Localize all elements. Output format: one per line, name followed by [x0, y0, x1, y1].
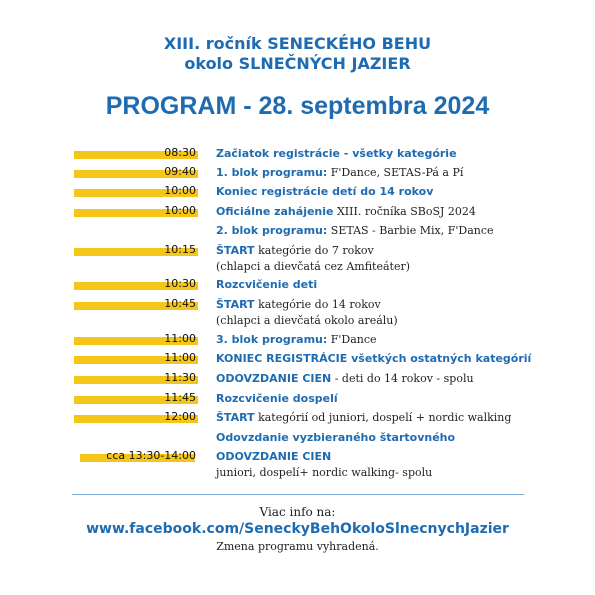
time: 08:30	[164, 146, 196, 159]
description: KONIEC REGISTRÁCIE všetkých ostatných kategórií	[216, 352, 532, 365]
event-title-line1: XIII. ročník SENECKÉHO BEHU	[163, 34, 432, 53]
time: cca 13:30-14:00	[106, 449, 196, 462]
more-info-label: Viac info na:	[259, 505, 336, 519]
time: 10:30	[164, 277, 196, 290]
description: 3. blok programu: F'Dance	[216, 333, 377, 346]
schedule-row	[0, 164, 595, 184]
time: 11:45	[164, 391, 196, 404]
description: Odovzdanie vyzbieraného štartovného	[216, 431, 456, 444]
description: ODOVZDANIE CIEN juniori, dospelí+ nordic walking- spolu	[216, 450, 433, 479]
time: 11:00	[164, 351, 196, 364]
description: ODOVZDANIE CIEN - deti do 14 rokov - spolu	[216, 372, 474, 385]
description: ŠTART kategórií od juniori, dospelí + nordic walking	[216, 411, 512, 424]
schedule-row	[0, 183, 595, 203]
schedule-row	[0, 145, 595, 165]
disclaimer: Zmena programu vyhradená.	[216, 540, 379, 553]
facebook-link[interactable]: www.facebook.com/SeneckyBehOkoloSlnecnychJazier	[86, 521, 509, 537]
schedule-row	[0, 203, 595, 223]
schedule-row	[0, 390, 595, 410]
schedule-row	[0, 350, 595, 370]
schedule-row	[0, 296, 595, 332]
schedule-row	[0, 370, 595, 390]
description: Koniec registrácie detí do 14 rokov	[216, 185, 434, 198]
time: 11:30	[164, 371, 196, 384]
description: 1. blok programu: F'Dance, SETAS-Pá a Pí	[216, 166, 464, 179]
time: 10:00	[164, 204, 196, 217]
schedule-row	[0, 429, 595, 449]
schedule-row	[0, 222, 595, 242]
time: 09:40	[164, 165, 196, 178]
time: 10:00	[164, 184, 196, 197]
divider	[72, 494, 524, 495]
description: Rozcvičenie deti	[216, 278, 318, 291]
time: 12:00	[164, 410, 196, 423]
schedule-row	[0, 331, 595, 351]
description: ŠTART kategórie do 7 rokov (chlapci a dievčatá cez Amfiteáter)	[216, 244, 411, 273]
time: 11:00	[164, 332, 196, 345]
description: Oficiálne zahájenie XIII. ročníka SBoSJ 2024	[216, 205, 476, 218]
event-title-line2: okolo SLNEČNÝCH JAZIER	[184, 54, 411, 73]
schedule-row	[0, 409, 595, 429]
time: 10:45	[164, 297, 196, 310]
description: Rozcvičenie dospelí	[216, 392, 338, 405]
schedule-row	[0, 276, 595, 296]
description: 2. blok programu: SETAS - Barbie Mix, F'Dance	[216, 224, 494, 237]
description: ŠTART kategórie do 14 rokov (chlapci a dievčatá okolo areálu)	[216, 298, 398, 327]
program-title: PROGRAM - 28. septembra 2024	[105, 92, 490, 120]
schedule-row	[0, 448, 595, 484]
schedule-row	[0, 242, 595, 278]
time: 10:15	[164, 243, 196, 256]
description: Začiatok registrácie - všetky kategórie	[216, 147, 457, 160]
